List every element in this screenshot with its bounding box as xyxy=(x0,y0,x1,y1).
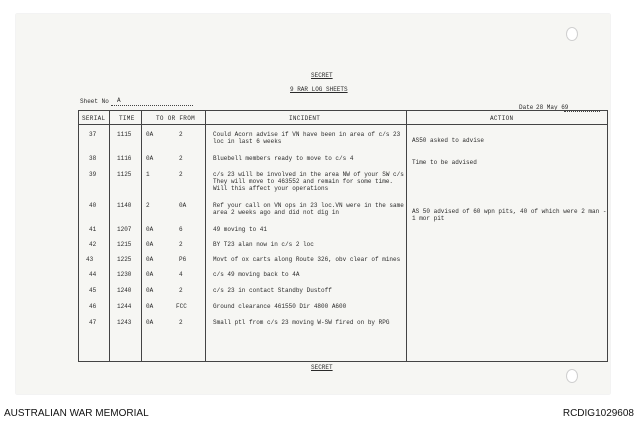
row-to: 0A xyxy=(146,287,154,294)
row-time: 1230 xyxy=(117,271,132,278)
punch-hole xyxy=(566,369,578,383)
row-incident: Could Acorn advise if VN have been in area of c/s 23 loc in last 6 weeks xyxy=(213,131,401,145)
column-divider xyxy=(141,110,142,362)
row-serial: 41 xyxy=(89,226,97,233)
row-from: 2 xyxy=(179,131,183,138)
row-to: 1 xyxy=(146,171,150,178)
row-incident: BY T23 alan now in c/s 2 loc xyxy=(213,241,314,248)
row-time: 1125 xyxy=(117,171,132,178)
header-action: ACTION xyxy=(490,115,514,122)
row-to: 0A xyxy=(146,226,154,233)
row-incident: Movt of ox carts along Route 326, obv clear of mines xyxy=(213,256,401,263)
row-from: 2 xyxy=(179,171,183,178)
classification-bottom: SECRET xyxy=(311,364,333,371)
row-to: 0A xyxy=(146,155,154,162)
row-serial: 45 xyxy=(89,287,97,294)
punch-hole xyxy=(566,27,578,41)
row-serial: 47 xyxy=(89,319,97,326)
row-action: Time to be advised xyxy=(412,159,477,166)
row-serial: 43 xyxy=(86,256,94,263)
footer-reference: RCDIG1029608 xyxy=(562,408,634,419)
sheet-number-label: Sheet No xyxy=(80,98,109,105)
header-divider xyxy=(78,124,608,125)
row-to: 0A xyxy=(146,303,154,310)
row-incident: c/s 23 in contact Standby Dustoff xyxy=(213,287,332,294)
row-to: 0A xyxy=(146,271,154,278)
row-serial: 44 xyxy=(89,271,97,278)
row-serial: 39 xyxy=(89,171,97,178)
row-to: 0A xyxy=(146,319,154,326)
row-incident: Small ptl from c/s 23 moving W-SW fired on by RPG xyxy=(213,319,390,326)
row-time: 1116 xyxy=(117,155,132,162)
row-incident: c/s 23 will be involved in the area NW of your SW c/s They will move to 463552 and remain for some time. Will this affect your operations xyxy=(213,171,404,192)
sheet-number-value: A xyxy=(117,97,121,104)
row-to: 0A xyxy=(146,256,154,263)
row-from: 4 xyxy=(179,271,183,278)
row-from: P6 xyxy=(179,256,187,263)
row-serial: 46 xyxy=(89,303,97,310)
row-time: 1225 xyxy=(117,256,132,263)
date-value: 28 May 69 xyxy=(536,104,569,111)
row-serial: 42 xyxy=(89,241,97,248)
column-divider xyxy=(205,110,206,362)
row-time: 1140 xyxy=(117,202,132,209)
row-time: 1207 xyxy=(117,226,132,233)
row-time: 1243 xyxy=(117,319,132,326)
row-incident: Bluebell members ready to move to c/s 4 xyxy=(213,155,354,162)
header-to-or-from: TO OR FROM xyxy=(156,115,196,122)
row-from: 2 xyxy=(179,155,183,162)
row-from: 2 xyxy=(179,319,183,326)
document-title: 9 RAR LOG SHEETS xyxy=(290,86,348,93)
row-incident: Ref your call on VN ops in 23 loc.VN were in the same area 2 weeks ago and did not dig in xyxy=(213,202,404,216)
row-time: 1240 xyxy=(117,287,132,294)
row-to: 2 xyxy=(146,202,150,209)
row-incident: c/s 49 moving back to 4A xyxy=(213,271,300,278)
row-action: AS50 asked to advise xyxy=(412,137,485,144)
row-from: 2 xyxy=(179,287,183,294)
row-to: 0A xyxy=(146,241,154,248)
row-from: 0A xyxy=(179,202,187,209)
footer-source: AUSTRALIAN WAR MEMORIAL xyxy=(4,408,149,419)
date-label: Date xyxy=(519,104,534,111)
row-incident: 49 moving to 41 xyxy=(213,226,268,233)
column-divider xyxy=(109,110,110,362)
row-serial: 38 xyxy=(89,155,97,162)
row-from: 2 xyxy=(179,241,183,248)
row-time: 1215 xyxy=(117,241,132,248)
row-to: 0A xyxy=(146,131,154,138)
classification-top: SECRET xyxy=(311,72,333,79)
row-from: 6 xyxy=(179,226,183,233)
header-serial: SERIAL xyxy=(82,115,106,122)
row-serial: 40 xyxy=(89,202,97,209)
header-incident: INCIDENT xyxy=(289,115,321,122)
row-from: FCC xyxy=(176,303,187,310)
row-incident: Ground clearance 461550 Dir 4800 A600 xyxy=(213,303,347,310)
row-serial: 37 xyxy=(89,131,97,138)
column-divider xyxy=(406,110,407,362)
row-action: AS 50 advised of 60 wpn pits, 40 of which were 2 man - 1 mor pit xyxy=(412,208,607,222)
header-time: TIME xyxy=(119,115,135,122)
row-time: 1115 xyxy=(117,131,132,138)
row-time: 1244 xyxy=(117,303,132,310)
sheet-number-dotted-line xyxy=(111,105,193,106)
